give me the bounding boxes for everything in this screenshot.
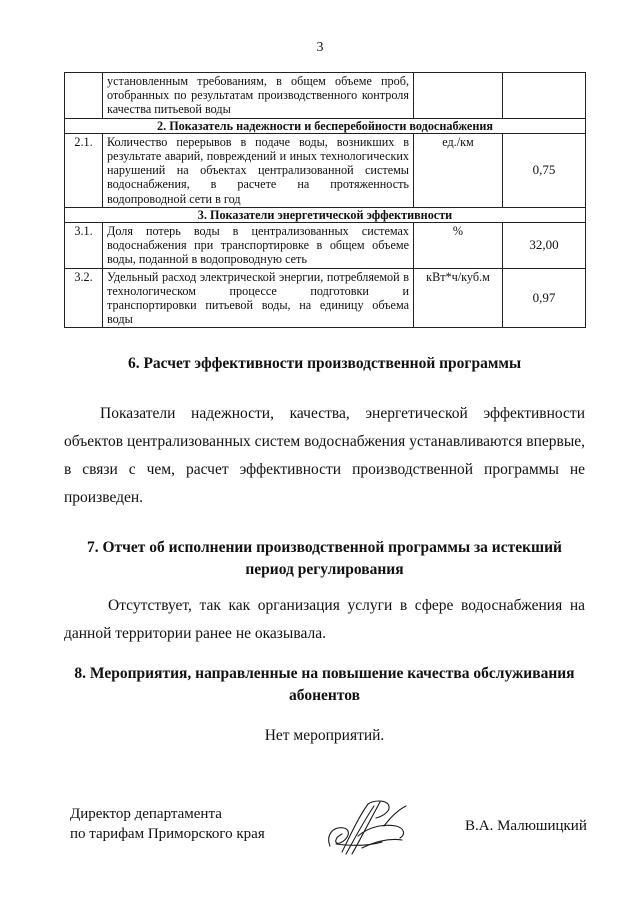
signatory-position-line1: Директор департамента [70, 806, 222, 822]
section8-heading: 8. Мероприятия, направленные на повышение качества обслуживания абонентов [74, 665, 575, 704]
table-row [65, 73, 586, 119]
table-cell-unit: кВт*ч/куб.м [414, 268, 503, 328]
table-cell-desc: Удельный расход электрической энергии, потребляемой в технологическом процессе подготовки и транспортировки питьевой воды, на единицу объема воды [103, 268, 414, 328]
table-section-row [65, 118, 586, 133]
table-cell-num: 3.1. [65, 223, 103, 269]
table-row [65, 133, 586, 207]
table-cell-desc: установленным требованиям, в общем объеме проб, отобранных по результатам производственного контроля качества питьевой воды [103, 73, 414, 119]
table-cell-unit: ед./км [414, 133, 503, 207]
table-cell-value: 0,75 [503, 133, 586, 207]
table-cell-value: 0,97 [503, 268, 586, 328]
table-row [65, 268, 586, 328]
table-cell-desc: Количество перерывов в подаче воды, возникших в результате аварий, повреждений и иных технологических нарушений на объектах централизованной системы водоснабжения, в расчете на протяженность водопроводной сети в год [103, 133, 414, 207]
table-cell-value: 32,00 [503, 223, 586, 269]
table-row [65, 223, 586, 269]
handwritten-signature [322, 796, 412, 858]
table-cell-unit: % [414, 223, 503, 269]
table-cell-value [503, 73, 586, 119]
section-title-3: 3. Показатели энергетической эффективности [65, 207, 586, 222]
signatory-position-line2: по тарифам Приморского края [70, 826, 265, 842]
section-title-2: 2. Показатель надежности и бесперебойности водоснабжения [65, 118, 586, 133]
table-section-row [65, 207, 586, 222]
table-cell-num [65, 73, 103, 119]
signatory-name: В.А. Малюшицкий [465, 818, 587, 834]
section8-text: Нет мероприятий. [264, 727, 385, 744]
section7-paragraph: Отсутствует, так как организация услуги в сфере водоснабжения на данной территории ранее не оказывала. [64, 597, 585, 642]
table-cell-unit [414, 73, 503, 119]
page-number: 3 [316, 40, 324, 55]
table-cell-num: 2.1. [65, 133, 103, 207]
signatory-position [70, 804, 265, 844]
section6-heading: 6. Расчет эффективности производственной программы [127, 355, 522, 372]
indicators-table [64, 72, 586, 328]
section7-heading: 7. Отчет об исполнении производственной программы за истекший период регулирования [87, 539, 562, 578]
table-cell-desc: Доля потерь воды в централизованных системах водоснабжения при транспортировке в общем объеме воды, поданной в водопроводную сеть [103, 223, 414, 269]
section6-paragraph: Показатели надежности, качества, энергетической эффективности объектов централизованных систем водоснабжения устанавливаются впервые, в связи с чем, расчет эффективности производственной программы не произведен. [64, 405, 585, 506]
table-cell-num: 3.2. [65, 268, 103, 328]
